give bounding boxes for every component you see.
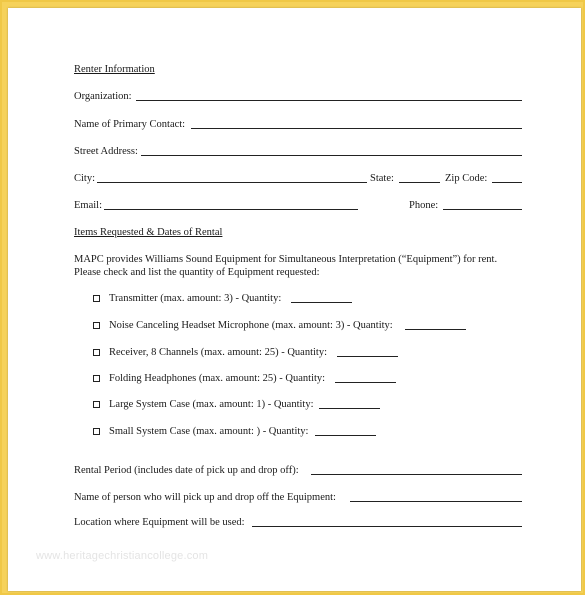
folding-headphones-checkbox[interactable]: [93, 375, 100, 382]
phone-label: Phone:: [409, 200, 439, 211]
intro-text-line2: Please check and list the quantity of Equipment requested:: [74, 267, 320, 278]
transmitter-checkbox[interactable]: [93, 295, 100, 302]
headset-microphone-checkbox[interactable]: [93, 322, 100, 329]
transmitter-label: Transmitter (max. amount: 3) - Quantity:: [109, 293, 282, 304]
receiver-quantity-field[interactable]: [337, 356, 398, 357]
rental-period-field[interactable]: [311, 474, 522, 475]
state-field[interactable]: [399, 182, 440, 183]
state-label: State:: [370, 173, 394, 184]
zip-code-label: Zip Code:: [445, 173, 488, 184]
headset-microphone-quantity-field[interactable]: [405, 329, 466, 330]
phone-field[interactable]: [443, 209, 522, 210]
folding-headphones-quantity-field[interactable]: [335, 382, 396, 383]
small-system-case-checkbox[interactable]: [93, 428, 100, 435]
transmitter-quantity-field[interactable]: [291, 302, 352, 303]
primary-contact-field[interactable]: [191, 128, 522, 129]
pickup-person-label: Name of person who will pick up and drop off the Equipment:: [74, 492, 336, 503]
street-address-label: Street Address:: [74, 146, 138, 157]
primary-contact-label: Name of Primary Contact:: [74, 119, 186, 130]
large-system-case-quantity-field[interactable]: [319, 408, 380, 409]
large-system-case-checkbox[interactable]: [93, 401, 100, 408]
city-field[interactable]: [97, 182, 367, 183]
location-label: Location where Equipment will be used:: [74, 517, 245, 528]
small-system-case-label: Small System Case (max. amount: ) - Quantity:: [109, 426, 309, 437]
email-label: Email:: [74, 200, 102, 211]
folding-headphones-label: Folding Headphones (max. amount: 25) - Quantity:: [109, 373, 326, 384]
items-requested-heading: Items Requested & Dates of Rental: [74, 227, 223, 238]
headset-microphone-label: Noise Canceling Headset Microphone (max. amount: 3) - Quantity:: [109, 320, 393, 331]
organization-field[interactable]: [136, 100, 522, 101]
renter-information-heading: Renter Information: [74, 64, 155, 75]
rental-period-label: Rental Period (includes date of pick up and drop off):: [74, 465, 299, 476]
rental-form-page: [8, 8, 581, 591]
receiver-label: Receiver, 8 Channels (max. amount: 25) - Quantity:: [109, 347, 327, 358]
intro-text-line1: MAPC provides Williams Sound Equipment for Simultaneous Interpretation (“Equipment”) for rent.: [74, 254, 498, 265]
zip-code-field[interactable]: [492, 182, 522, 183]
location-field[interactable]: [252, 526, 522, 527]
email-field[interactable]: [104, 209, 358, 210]
pickup-person-field[interactable]: [350, 501, 522, 502]
large-system-case-label: Large System Case (max. amount: 1) - Quantity:: [109, 399, 314, 410]
city-label: City:: [74, 173, 96, 184]
receiver-checkbox[interactable]: [93, 349, 100, 356]
small-system-case-quantity-field[interactable]: [315, 435, 376, 436]
street-address-field[interactable]: [141, 155, 522, 156]
watermark: www.heritagechristiancollege.com: [36, 550, 209, 562]
organization-label: Organization:: [74, 91, 132, 102]
